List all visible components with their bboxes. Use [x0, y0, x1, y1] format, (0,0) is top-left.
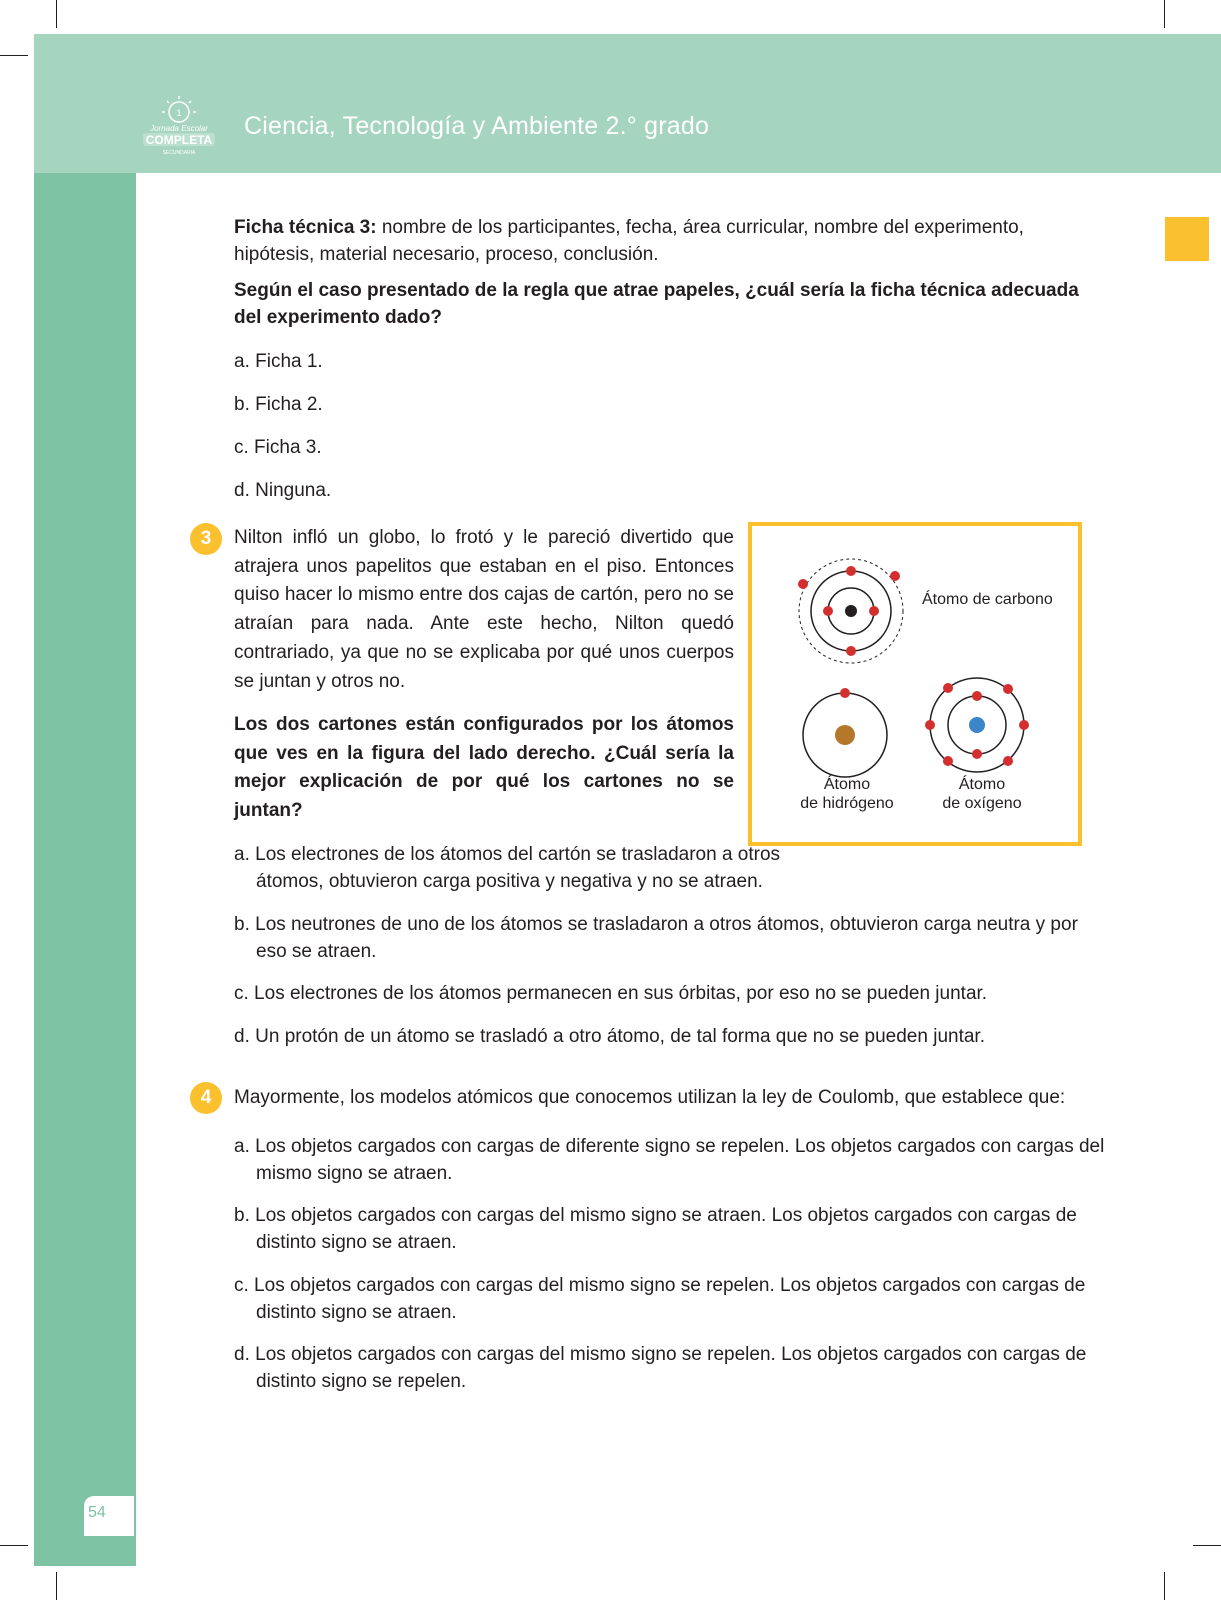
- side-band: [34, 173, 136, 1566]
- electron: [1003, 684, 1013, 694]
- question-2-prompt: Según el caso presentado de la regla que atrae papeles, ¿cuál sería la ficha técnica adecuada del experimento dado?: [234, 280, 1079, 328]
- crop-mark: [0, 55, 28, 56]
- carbon-nucleus: [845, 605, 857, 617]
- hydrogen-label-line-2: de hidrógeno: [800, 795, 894, 812]
- logo: [140, 92, 218, 158]
- oxygen-label: [932, 775, 1032, 813]
- electron: [890, 571, 900, 581]
- question-3-text: Nilton infló un globo, lo frotó y le pareció divertido que atrajera unos papelitos que estaban en el piso. Entonces quiso hacer lo mismo entre dos cajas de cartón, pero no se atraían para nada. Ante este hecho, Nilton quedó contrariado, ya que no se explicaba por qué unos cuerpos se juntan y otros no.: [234, 527, 734, 692]
- question-3-option-b[interactable]: b. Los neutrones de uno de los átomos se trasladaron a otros átomos, obtuvieron carga neutra y por eso se atraen.: [234, 914, 1078, 962]
- question-3-option-d[interactable]: d. Un protón de un átomo se trasladó a otro átomo, de tal forma que no se pueden juntar.: [234, 1026, 985, 1047]
- electron: [943, 683, 953, 693]
- electron: [846, 646, 856, 656]
- electron: [798, 579, 808, 589]
- page-number: 54: [84, 1496, 134, 1536]
- section-tab: [1165, 217, 1209, 261]
- logo-text-top: Jornada Escolar: [150, 124, 208, 133]
- question-4-number: 4: [190, 1082, 222, 1114]
- electron: [943, 756, 953, 766]
- logo-text-main: COMPLETA: [145, 133, 213, 147]
- logo-text-bottom: SECUNDARIA: [162, 150, 196, 156]
- electron: [972, 691, 982, 701]
- question-3-option-c[interactable]: c. Los electrones de los átomos permanecen en sus órbitas, por eso no se pueden juntar.: [234, 983, 988, 1004]
- ficha-3-text: nombre de los participantes, fecha, área curricular, nombre del experimento, hipótesis, material necesario, proceso, conclusión.: [234, 217, 1024, 265]
- question-2-option-a[interactable]: a. Ficha 1.: [234, 351, 323, 372]
- question-3-number: 3: [190, 523, 222, 555]
- question-4-option-a[interactable]: a. Los objetos cargados con cargas de diferente signo se repelen. Los objetos cargados con cargas del mismo signo se atraen.: [234, 1136, 1105, 1184]
- question-4-prompt: Mayormente, los modelos atómicos que conocemos utilizan la ley de Coulomb, que establece que:: [234, 1087, 1066, 1108]
- electron: [840, 688, 850, 698]
- electron: [869, 606, 879, 616]
- crop-mark: [56, 0, 57, 28]
- electron: [823, 606, 833, 616]
- ficha-3-label: Ficha técnica 3:: [234, 217, 377, 238]
- logo-badge: 1: [176, 108, 182, 118]
- crop-mark: [0, 1545, 28, 1546]
- atom-figure: [748, 522, 1082, 846]
- hydrogen-nucleus: [835, 725, 855, 745]
- electron: [972, 749, 982, 759]
- electron: [1003, 756, 1013, 766]
- question-4-option-c[interactable]: c. Los objetos cargados con cargas del mismo signo se repelen. Los objetos cargados con cargas de distinto signo se atraen.: [234, 1275, 1086, 1323]
- crop-mark: [1164, 1572, 1165, 1600]
- question-4-option-d[interactable]: d. Los objetos cargados con cargas del mismo signo se repelen. Los objetos cargados con cargas de distinto signo se repelen.: [234, 1344, 1087, 1392]
- question-4-option-b[interactable]: b. Los objetos cargados con cargas del mismo signo se atraen. Los objetos cargados con cargas de distinto signo se atraen.: [234, 1205, 1077, 1253]
- electron: [925, 720, 935, 730]
- question-2-option-c[interactable]: c. Ficha 3.: [234, 437, 322, 458]
- question-3-prompt: Los dos cartones están configurados por los átomos que ves en la figura del lado derecho. ¿Cuál sería la mejor explicación de por qué los cartones no se juntan?: [234, 714, 734, 822]
- crop-mark: [56, 1572, 57, 1600]
- carbon-label: Átomo de carbono: [922, 591, 1053, 608]
- question-2-option-d[interactable]: d. Ninguna.: [234, 480, 332, 501]
- oxygen-label-line-2: de oxígeno: [942, 795, 1022, 812]
- hydrogen-label-line-1: Átomo: [823, 776, 871, 793]
- page-title: Ciencia, Tecnología y Ambiente 2.° grado: [244, 112, 710, 140]
- crop-mark: [1164, 0, 1165, 28]
- ficha-3-paragraph: [234, 214, 1084, 268]
- hydrogen-label: [792, 775, 902, 813]
- question-2-option-b[interactable]: b. Ficha 2.: [234, 394, 323, 415]
- electron: [1019, 720, 1029, 730]
- crop-mark: [1193, 1545, 1221, 1546]
- oxygen-nucleus: [969, 717, 985, 733]
- question-3-option-a[interactable]: a. Los electrones de los átomos del cartón se trasladaron a otros átomos, obtuvieron carga positiva y negativa y no se atraen.: [234, 844, 781, 892]
- oxygen-label-line-1: Átomo: [958, 776, 1006, 793]
- electron: [846, 566, 856, 576]
